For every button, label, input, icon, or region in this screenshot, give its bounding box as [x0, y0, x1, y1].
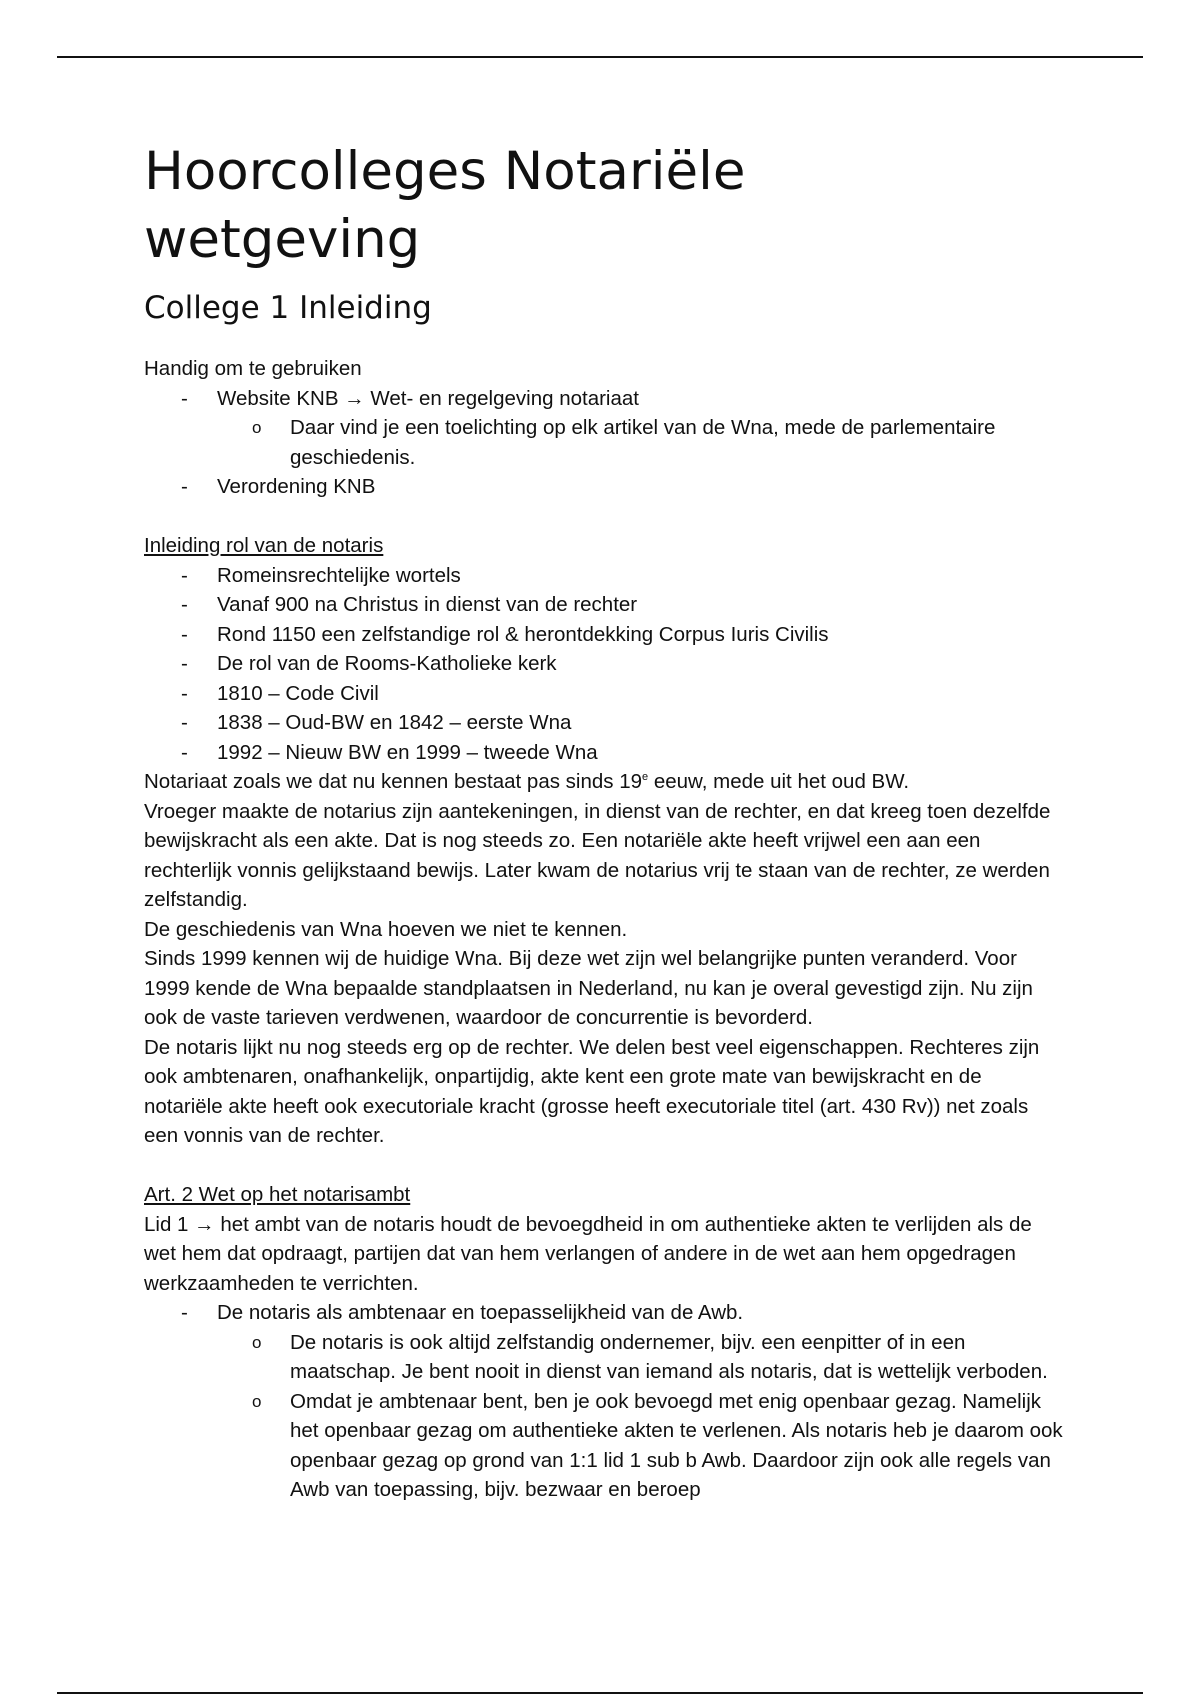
list-item: [144, 708, 1064, 738]
list-item: [144, 472, 1064, 502]
dash-bullet: -: [181, 386, 188, 410]
list-item: [144, 384, 1064, 414]
paragraph: Vroeger maakte de notarius zijn aantekeningen, in dienst van de rechter, en dat kreeg toen dezelfde bewijskracht als een akte. Dat is nog steeds zo. Een notariële akte heeft vrijwel een aan een rechterlijk vonnis gelijkstaand bewijs. Later kwam de notarius vrij te staan van de rechter, ze werden zelfstandig.: [144, 799, 1051, 911]
section-heading: Inleiding rol van de notaris: [144, 534, 384, 557]
paragraph-text: Notariaat zoals we dat nu kennen bestaat pas sinds 19: [144, 770, 643, 793]
list-item-text: Rond 1150 een zelfstandige rol & herontdekking Corpus Iuris Civilis: [217, 622, 829, 646]
paragraph: De notaris lijkt nu nog steeds erg op de rechter. We delen best veel eigenschappen. Rechteres zijn ook ambtenaren, onafhankelijk, onpartijdig, akte kent een grote mate van bewijskracht en de notariële akte heeft ook executoriale kracht (grosse heeft executoriale titel (art. 430 Rv)) net zoals een vonnis van de rechter.: [144, 1035, 1040, 1147]
list-item: [144, 649, 1064, 679]
section-heading: Art. 2 Wet op het notarisambt: [144, 1183, 411, 1206]
list-item-text: Vanaf 900 na Christus in dienst van de rechter: [217, 593, 638, 616]
dash-bullet: -: [181, 622, 188, 646]
dash-bullet: -: [181, 1301, 188, 1324]
dash-bullet: -: [181, 711, 188, 734]
sub-list-item: [144, 1387, 1064, 1505]
sub-list-item-text: Omdat je ambtenaar bent, ben je ook bevoegd met enig openbaar gezag. Namelijk het openbaar gezag om authentieke akten te verlenen. Als notaris heb je daarom ook openbaar gezag op grond van 1:1 lid 1 sub b Awb. Daardoor zijn ook alle regels van Awb van toepassing, bijv. bezwaar en beroep: [290, 1389, 1063, 1501]
document-body: [144, 138, 1064, 1505]
section-handig: [144, 354, 1064, 502]
list-item: [144, 1298, 1064, 1328]
circle-bullet: o: [252, 1332, 262, 1352]
dash-bullet: -: [181, 740, 188, 764]
sub-list-item: [144, 413, 1064, 472]
circle-bullet: o: [252, 418, 262, 437]
dash-bullet: -: [181, 475, 188, 498]
list-item: [144, 620, 1064, 650]
section-art2: [144, 1180, 1064, 1505]
list-item-text: 1992 – Nieuw BW en 1999 – tweede Wna: [217, 740, 598, 764]
document-subtitle: College 1 Inleiding: [144, 290, 432, 326]
dash-bullet: -: [181, 593, 188, 616]
paragraph: Lid 1 → het ambt van de notaris houdt de bevoegdheid in om authentieke akten te verlijden als de wet hem dat opdraagt, partijen dat van hem verlangen of andere in de wet aan hem opgedragen werkzaamheden te verrichten.: [144, 1212, 1032, 1295]
list-item-text: De notaris als ambtenaar en toepasselijkheid van de Awb.: [217, 1301, 744, 1324]
section-rol: [144, 531, 1064, 1151]
sub-list-item: [144, 1328, 1064, 1387]
sub-list-item-text: Daar vind je een toelichting op elk artikel van de Wna, mede de parlementaire geschiedenis.: [290, 416, 996, 469]
paragraph-text: eeuw, mede uit het oud BW.: [648, 770, 910, 793]
list-item: [144, 679, 1064, 709]
superscript: e: [642, 771, 649, 784]
list-item-text: De rol van de Rooms-Katholieke kerk: [217, 652, 557, 675]
list-item: [144, 738, 1064, 768]
sub-list-item-text: De notaris is ook altijd zelfstandig ondernemer, bijv. een eenpitter of in een maatschap. Je bent nooit in dienst van iemand als notaris, dat is wettelijk verboden.: [290, 1330, 1048, 1383]
list-item-text: Romeinsrechtelijke wortels: [217, 563, 461, 587]
header-rule: [57, 56, 1143, 58]
section-heading: Handig om te gebruiken: [144, 357, 362, 380]
document-title: Hoorcolleges Notariële wetgeving: [144, 141, 746, 270]
list-item-text: 1838 – Oud-BW en 1842 – eerste Wna: [217, 711, 572, 734]
list-item-text: Verordening KNB: [217, 475, 376, 498]
paragraph: [144, 767, 1064, 797]
dash-bullet: -: [181, 681, 188, 705]
list-item: [144, 561, 1064, 591]
paragraph: Sinds 1999 kennen wij de huidige Wna. Bij deze wet zijn wel belangrijke punten veranderd. Voor 1999 kende de Wna bepaalde standplaatsen in Nederland, nu kan je overal gevestigd zijn. Nu zijn ook de vaste tarieven verdwenen, waardoor de concurrentie is bevorderd.: [144, 947, 1033, 1029]
list-item-text: 1810 – Code Civil: [217, 681, 379, 705]
list-item: [144, 590, 1064, 620]
circle-bullet: o: [252, 1391, 262, 1411]
footer-rule: [57, 1692, 1143, 1694]
dash-bullet: -: [181, 652, 188, 675]
dash-bullet: -: [181, 563, 188, 587]
list-item-text: Website KNB → Wet- en regelgeving notariaat: [217, 386, 639, 410]
paragraph: De geschiedenis van Wna hoeven we niet te kennen.: [144, 917, 628, 941]
